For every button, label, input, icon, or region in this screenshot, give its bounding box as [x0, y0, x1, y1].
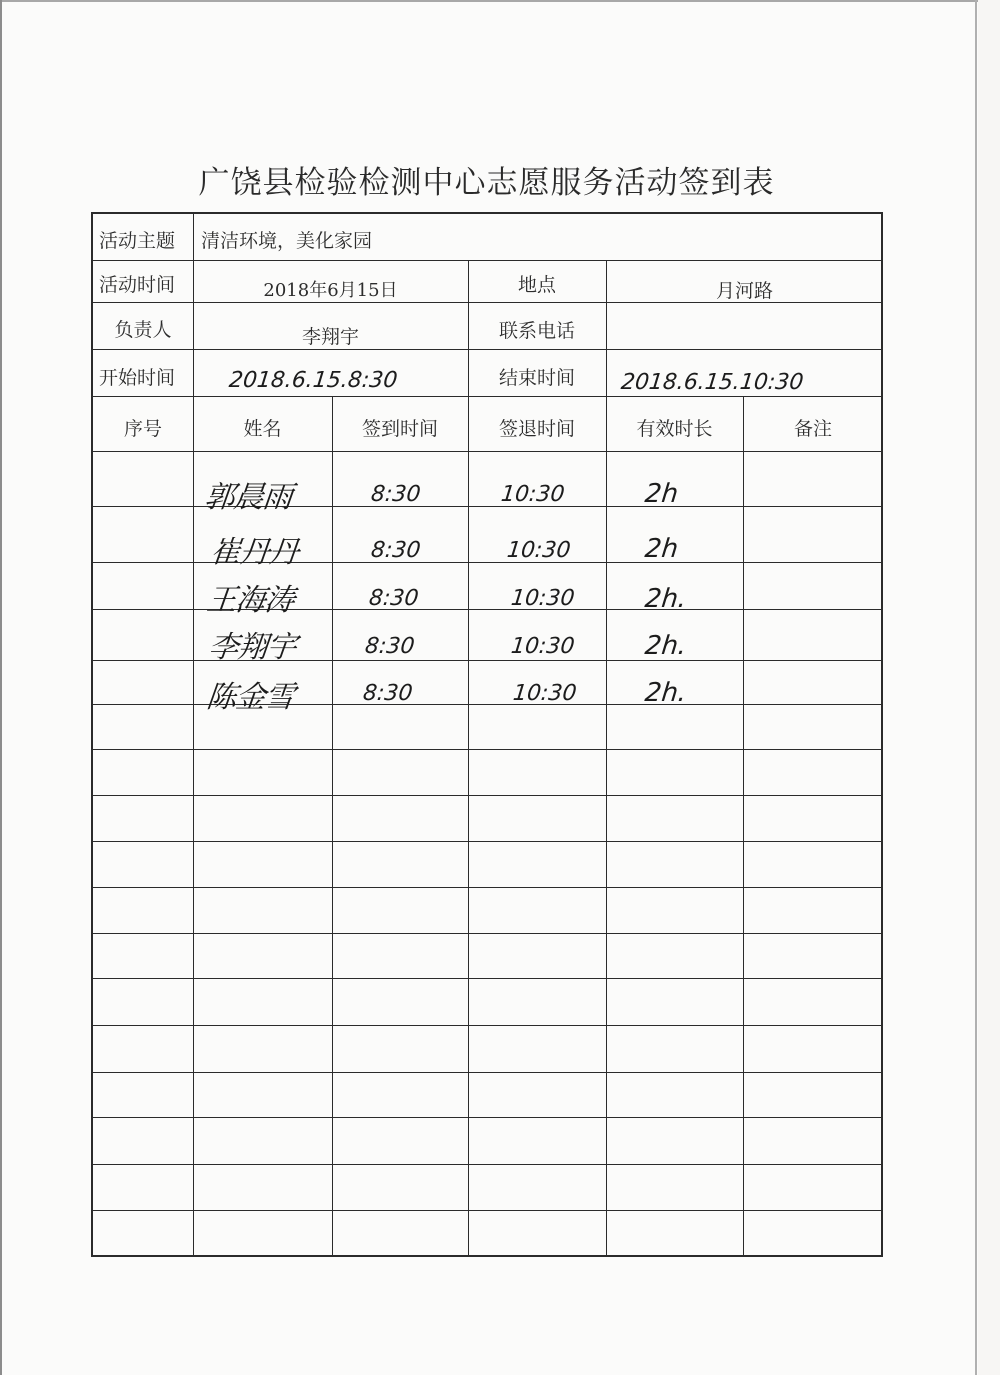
time-value: 2018年6月15日 — [263, 280, 398, 301]
header-seq: 序号 — [123, 418, 162, 440]
end-value-handwritten: 2018.6.15.10:30 — [619, 370, 805, 395]
row4-hours: 2h. — [643, 631, 688, 661]
sign-in-form — [91, 212, 883, 1257]
row1-sign-in: 8:30 — [369, 482, 422, 507]
leader-value: 李翔宇 — [301, 326, 359, 348]
start-label: 开始时间 — [99, 367, 176, 389]
header-name: 姓名 — [243, 418, 282, 440]
row4-sign-in: 8:30 — [363, 634, 416, 659]
row3-sign-in: 8:30 — [367, 586, 420, 611]
row4-sign-out: 10:30 — [509, 634, 576, 659]
place-value: 月河路 — [715, 280, 773, 302]
row5-sign-out: 10:30 — [511, 681, 578, 706]
row1-name-signature: 郭晨雨 — [202, 480, 294, 515]
page-title: 广饶县检验检测中心志愿服务活动签到表 — [198, 165, 775, 201]
start-value-handwritten: 2018.6.15.8:30 — [227, 368, 399, 393]
leader-label: 负责人 — [114, 319, 172, 341]
theme-label: 活动主题 — [99, 230, 176, 252]
header-sign-in: 签到时间 — [361, 418, 438, 440]
row3-hours: 2h. — [643, 584, 688, 614]
row3-sign-out: 10:30 — [509, 586, 576, 611]
end-label: 结束时间 — [498, 367, 575, 389]
row2-hours: 2h — [643, 534, 680, 564]
row4-name-signature: 李翔宇 — [206, 630, 298, 665]
header-hours: 有效时长 — [636, 418, 713, 440]
row3-name-signature: 王海涛 — [204, 583, 296, 618]
time-label: 活动时间 — [99, 274, 176, 296]
place-label: 地点 — [517, 274, 556, 296]
phone-label: 联系电话 — [498, 320, 575, 342]
row1-hours: 2h — [643, 479, 680, 509]
row2-sign-out: 10:30 — [505, 538, 572, 563]
header-note: 备注 — [793, 418, 832, 440]
row5-sign-in: 8:30 — [361, 681, 414, 706]
row1-sign-out: 10:30 — [499, 482, 566, 507]
row5-name-signature: 陈金雪 — [204, 680, 296, 715]
row5-hours: 2h. — [643, 678, 688, 708]
row2-name-signature: 崔丹丹 — [208, 535, 300, 570]
row2-sign-in: 8:30 — [369, 538, 422, 563]
theme-value: 清洁环境，美化家园 — [201, 230, 373, 252]
header-sign-out: 签退时间 — [498, 418, 575, 440]
